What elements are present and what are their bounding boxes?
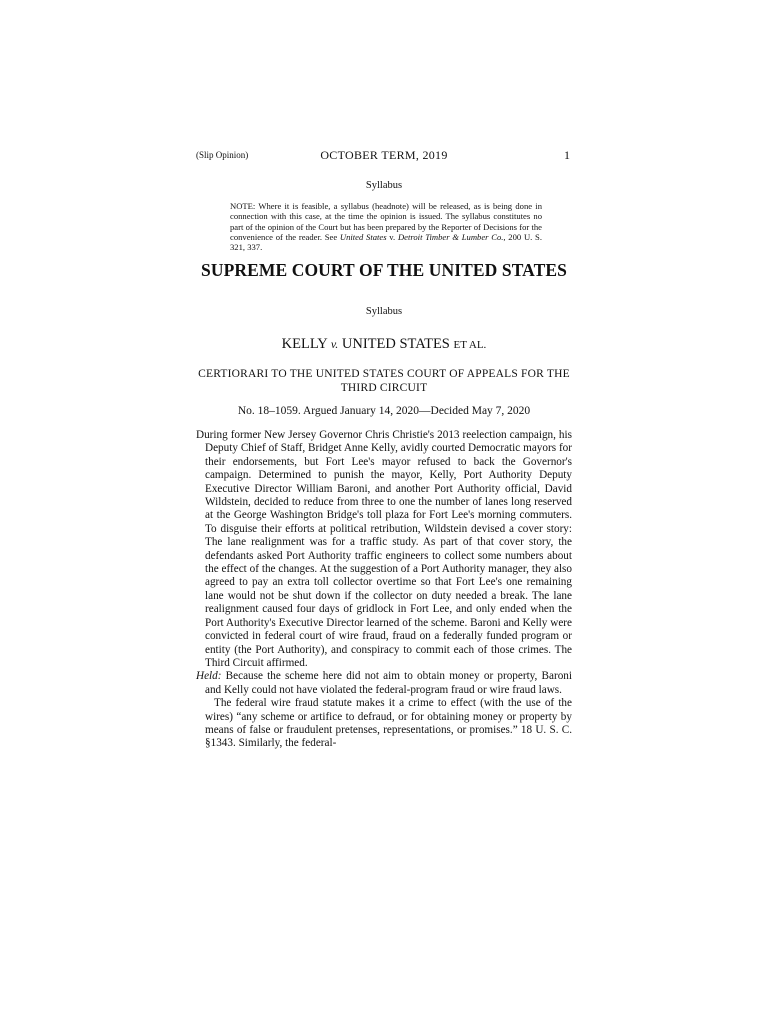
et-al: ET AL. [453, 339, 487, 351]
respondent-name: UNITED STATES [341, 336, 450, 352]
note-text: NOTE: Where it is feasible, a syllabus (headnote) will be released, as is being done in connection with this case, at the time the opinion is issued. The syllabus constitutes no part of the opinion of the Court but has been prepared by the Reporter of Decisions for the convenience of the reader. See [230, 201, 542, 242]
page-number: 1 [564, 148, 570, 162]
certiorari-line: CERTIORARI TO THE UNITED STATES COURT OF APPEALS FOR THE THIRD CIRCUIT [198, 368, 570, 394]
court-title: SUPREME COURT OF THE UNITED STATES [201, 260, 567, 280]
held-text: Because the scheme here did not aim to obtain money or property, Baroni and Kelly could not have violated the federal-program fraud or wire fraud laws. [205, 670, 572, 696]
case-caption [0, 336, 768, 353]
note-versus: v. [386, 231, 398, 242]
note-citation-party-2: Detroit Timber & Lumber Co. [397, 231, 504, 242]
held-paragraph [196, 670, 572, 697]
note-citation-reporter: , 200 U. S. 321, 337. [230, 231, 542, 253]
statute-paragraph: The federal wire fraud statute makes it a crime to effect (with the use of the wires) “any scheme or artifice to defraud, or for obtaining money or property by means of false or fraudulent pretenses, representations, or promises.” 18 U. S. C. §1343. Similarly, the federal- [205, 697, 572, 750]
syllabus-body [196, 429, 572, 751]
reporter-note [230, 201, 542, 252]
page-header [196, 148, 572, 164]
syllabus-heading: Syllabus [365, 306, 403, 317]
slip-opinion-label: (Slip Opinion) [196, 150, 249, 160]
held-label: Held: [196, 670, 222, 683]
note-citation-party: United States [339, 231, 387, 242]
syllabus-running-head: Syllabus [365, 180, 403, 191]
facts-paragraph: During former New Jersey Governor Chris Christie's 2013 reelection campaign, his Deputy Chief of Staff, Bridget Anne Kelly, avidly courted Democratic mayors for their endorsements, but Fort Lee's mayor refused to back the Governor's campaign. Determined to punish the mayor, Kelly, Port Authority Deputy Executive Director William Baroni, and another Port Authority official, David Wildstein, decided to reduce from three to one the number of lanes long reserved at the George Washington Bridge's toll plaza for Fort Lee's morning commuters. To disguise their efforts at political retribution, Wildstein devised a cover story: The lane realignment was for a traffic study. As part of that cover story, the defendants asked Port Authority traffic engineers to collect some numbers about the effect of the changes. At the suggestion of a Port Authority manager, they also agreed to pay an extra toll collector overtime so that Fort Lee's one remaining lane would not be shut down if the collector on duty needed a break. The lane realignment caused four days of gridlock in Fort Lee, and only ended when the Port Authority's Executive Director learned of the scheme. Baroni and Kelly were convicted in federal court of wire fraud, fraud on a federally funded program or entity (the Port Authority), and conspiracy to commit each of those crimes. The Third Circuit affirmed. [196, 429, 572, 669]
term-heading: OCTOBER TERM, 2019 [320, 148, 448, 162]
docket-line: No. 18–1059. Argued January 14, 2020—Decided May 7, 2020 [237, 405, 531, 417]
versus: v. [330, 337, 339, 351]
petitioner-name: KELLY [281, 336, 328, 352]
